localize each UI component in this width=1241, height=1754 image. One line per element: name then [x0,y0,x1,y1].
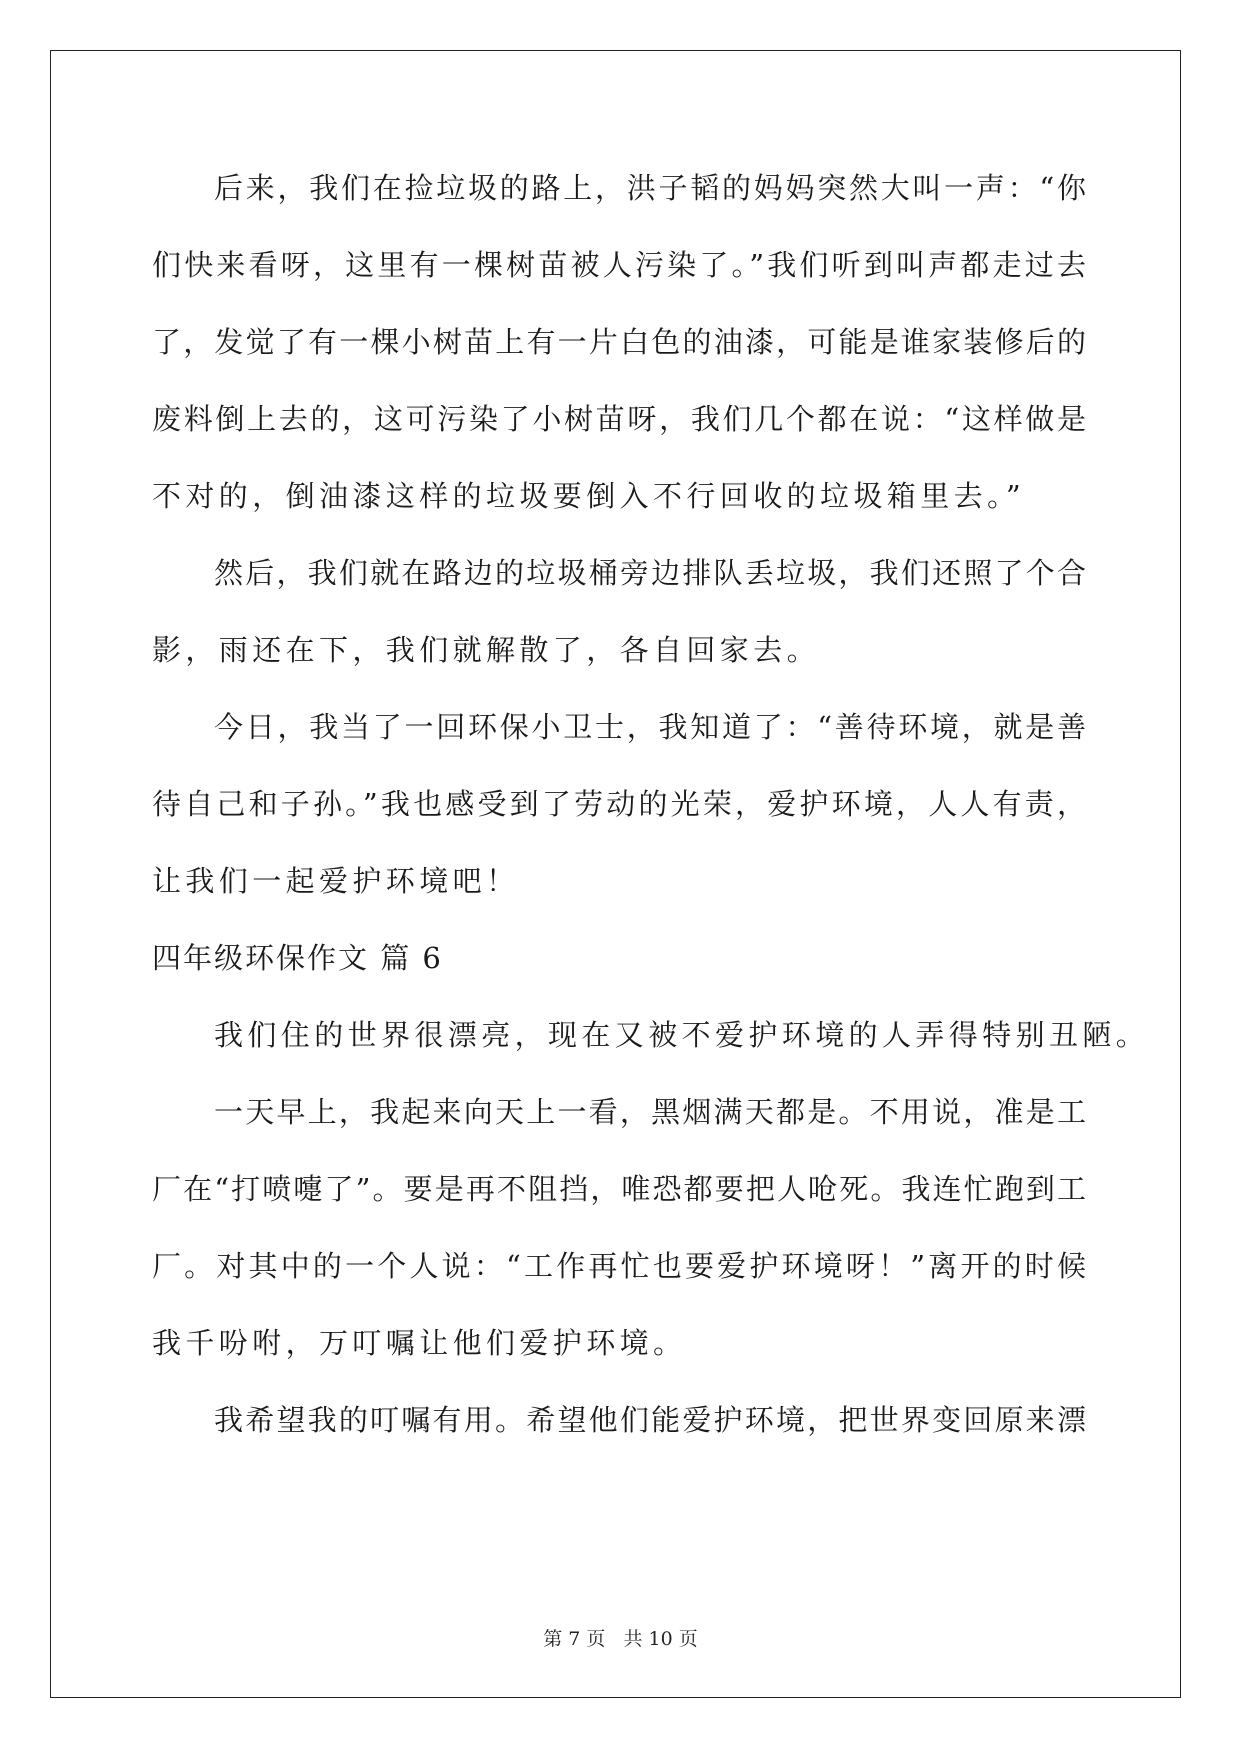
page-footer [0,1624,1241,1651]
paragraph-line: 一天早上，我起来向天上一看，黑烟满天都是。不用说，准是工 [214,1095,1086,1129]
paragraph-line: 废料倒上去的，这可污染了小树苗呀，我们几个都在说：“这样做是 [152,402,1086,436]
paragraph-line: 影，雨还在下，我们就解散了，各自回家去。 [152,633,821,667]
paragraph-line: 厂。对其中的一个人说：“工作再忙也要爱护环境呀！”离开的时候 [152,1249,1086,1283]
page-number: 第 7 页 [543,1628,606,1650]
paragraph-line: 让我们一起爱护环境吧！ [152,864,520,898]
paragraph-line: 了，发觉了有一棵小树苗上有一片白色的油漆，可能是谁家装修后的 [152,325,1086,359]
paragraph-line: 待自己和子孙。”我也感受到了劳动的光荣，爱护环境，人人有责， [152,787,1086,821]
section-heading: 四年级环保作文 篇 6 [152,941,443,975]
paragraph-line: 厂在“打喷嚏了”。要是再不阻挡，唯恐都要把人呛死。我连忙跑到工 [152,1172,1086,1206]
paragraph-line: 我千吩咐，万叮嘱让他们爱护环境。 [152,1326,687,1360]
paragraph-line: 今日，我当了一回环保小卫士，我知道了：“善待环境，就是善 [214,710,1086,744]
paragraph-line: 后来，我们在捡垃圾的路上，洪子韬的妈妈突然大叫一声：“你 [214,171,1086,205]
page-total: 共 10 页 [623,1628,698,1650]
paragraph-line: 然后，我们就在路边的垃圾桶旁边排队丢垃圾，我们还照了个合 [214,556,1086,590]
paragraph-line: 们快来看呀，这里有一棵树苗被人污染了。”我们听到叫声都走过去 [152,248,1086,282]
paragraph-line: 我们住的世界很漂亮，现在又被不爱护环境的人弄得特别丑陋。 [214,1018,1150,1052]
document-body [152,160,1150,1469]
paragraph-line: 不对的，倒油漆这样的垃圾要倒入不行回收的垃圾箱里去。” [152,479,1026,513]
paragraph-line: 我希望我的叮嘱有用。希望他们能爱护环境，把世界变回原来漂 [214,1403,1086,1437]
